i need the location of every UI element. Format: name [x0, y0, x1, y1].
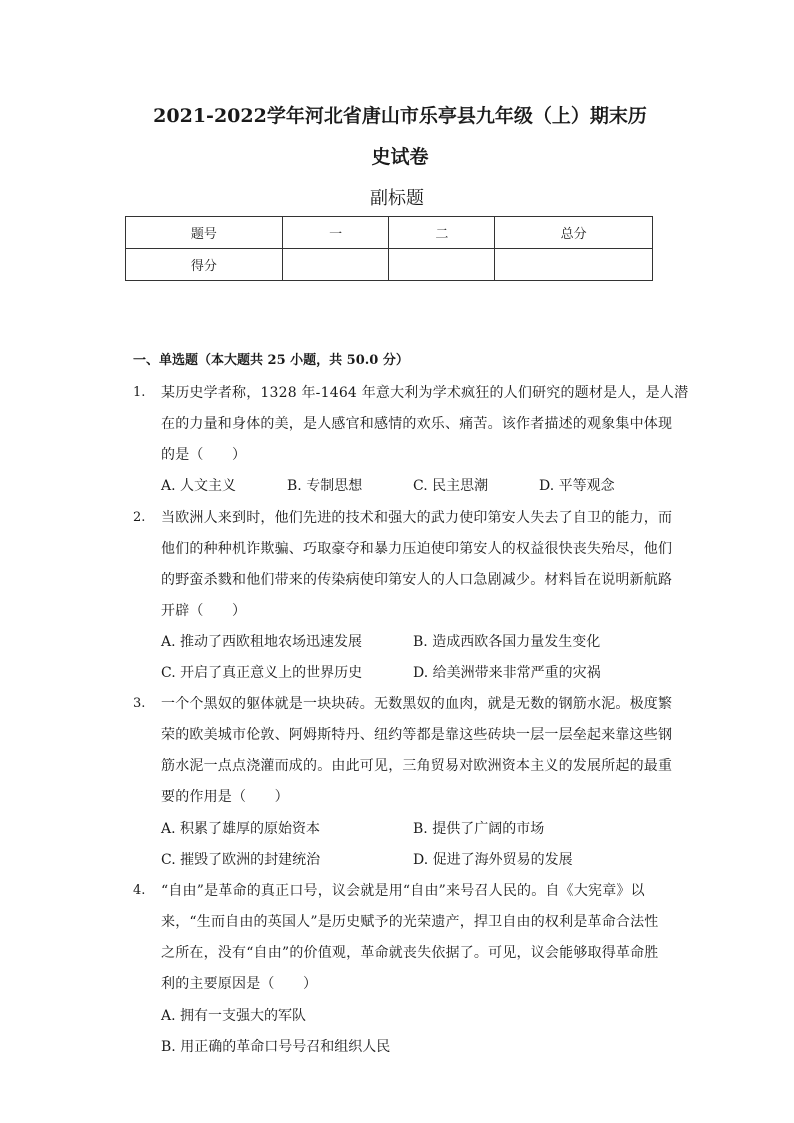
question-text-line: 一个个黑奴的躯体就是一块块砖。无数黑奴的血肉，就是无数的钢筋水泥。极度繁 — [161, 696, 673, 712]
option-b: B. 造成西欧各国力量发生变化 — [413, 634, 601, 650]
score-table — [125, 216, 653, 281]
option-d: D. 给美洲带来非常严重的灾祸 — [413, 665, 601, 681]
question-text-line: 之所在，没有“自由”的价值观，革命就丧失依据了。可见，议会能够取得革命胜 — [161, 945, 659, 961]
question-number: 3. — [133, 696, 146, 711]
score-cell: 二 — [389, 217, 495, 249]
question-text-line: 筋水泥一点点浇灌而成的。由此可见，三角贸易对欧洲资本主义的发展所起的最重 — [161, 758, 673, 774]
question-text-line: 来，“生而自由的英国人”是历史赋予的光荣遗产，捍卫自由的权利是革命合法性 — [161, 914, 659, 930]
option-a: A. 人文主义 — [161, 478, 237, 494]
question-text-line: 在的力量和身体的美，是人感官和感情的欢乐、痛苦。该作者描述的观象集中体现 — [161, 416, 673, 432]
score-table-score-row — [126, 249, 653, 281]
question-text-line: 开辟（ ） — [161, 603, 247, 619]
exam-title-line1: 2021-2022学年河北省唐山市乐亭县九年级（上）期末历 — [153, 105, 647, 127]
question-text-line: 的野蛮杀戮和他们带来的传染病使印第安人的人口急剧减少。材料旨在说明新航路 — [161, 572, 673, 588]
option-c: C. 民主思潮 — [413, 478, 489, 494]
option-d: D. 平等观念 — [539, 478, 615, 494]
score-table-header-row — [126, 217, 653, 249]
score-cell: 题号 — [126, 217, 283, 249]
score-cell: 得分 — [126, 249, 283, 281]
question-text-line: 利的主要原因是（ ） — [161, 976, 318, 992]
score-input-cell — [389, 249, 495, 281]
section-heading: 一、单选题（本大题共 25 小题，共 50.0 分） — [133, 353, 409, 368]
option-a: A. 积累了雄厚的原始资本 — [161, 821, 321, 837]
option-d: D. 促进了海外贸易的发展 — [413, 852, 573, 868]
question-number: 2. — [133, 510, 146, 525]
question-text-line: 荣的欧美城市伦敦、阿姆斯特丹、纽约等都是靠这些砖块一层一层垒起来靠这些钢 — [161, 727, 673, 743]
exam-title-line2: 史试卷 — [371, 146, 429, 168]
question-text-line: 某历史学者称，1328 年-1464 年意大利为学术疯狂的人们研究的题材是人，是人潜 — [161, 385, 689, 401]
question-text-line: 当欧洲人来到时，他们先进的技术和强大的武力使印第安人失去了自卫的能力，而 — [161, 510, 673, 526]
score-cell: 一 — [282, 217, 389, 249]
option-c: C. 开启了真正意义上的世界历史 — [161, 665, 363, 681]
option-c: C. 摧毁了欧洲的封建统治 — [161, 852, 321, 868]
question-number: 4. — [133, 883, 146, 898]
score-cell: 总分 — [495, 217, 653, 249]
score-input-cell — [495, 249, 653, 281]
question-text-line: 要的作用是（ ） — [161, 789, 289, 805]
option-b: B. 用正确的革命口号号召和组织人民 — [161, 1039, 391, 1055]
question-text-line: “自由”是革命的真正口号，议会就是用“自由”来号召人民的。自《大宪章》以 — [161, 883, 645, 899]
question-text-line: 的是（ ） — [161, 447, 247, 463]
option-b: B. 专制思想 — [287, 478, 363, 494]
option-b: B. 提供了广阔的市场 — [413, 821, 545, 837]
score-input-cell — [282, 249, 389, 281]
option-a: A. 推动了西欧租地农场迅速发展 — [161, 634, 363, 650]
subtitle: 副标题 — [370, 188, 424, 209]
question-number: 1. — [133, 385, 146, 400]
option-a: A. 拥有一支强大的军队 — [161, 1008, 307, 1024]
question-text-line: 他们的种种机诈欺骗、巧取豪夺和暴力压迫使印第安人的权益很快丧失殆尽，他们 — [161, 541, 673, 557]
